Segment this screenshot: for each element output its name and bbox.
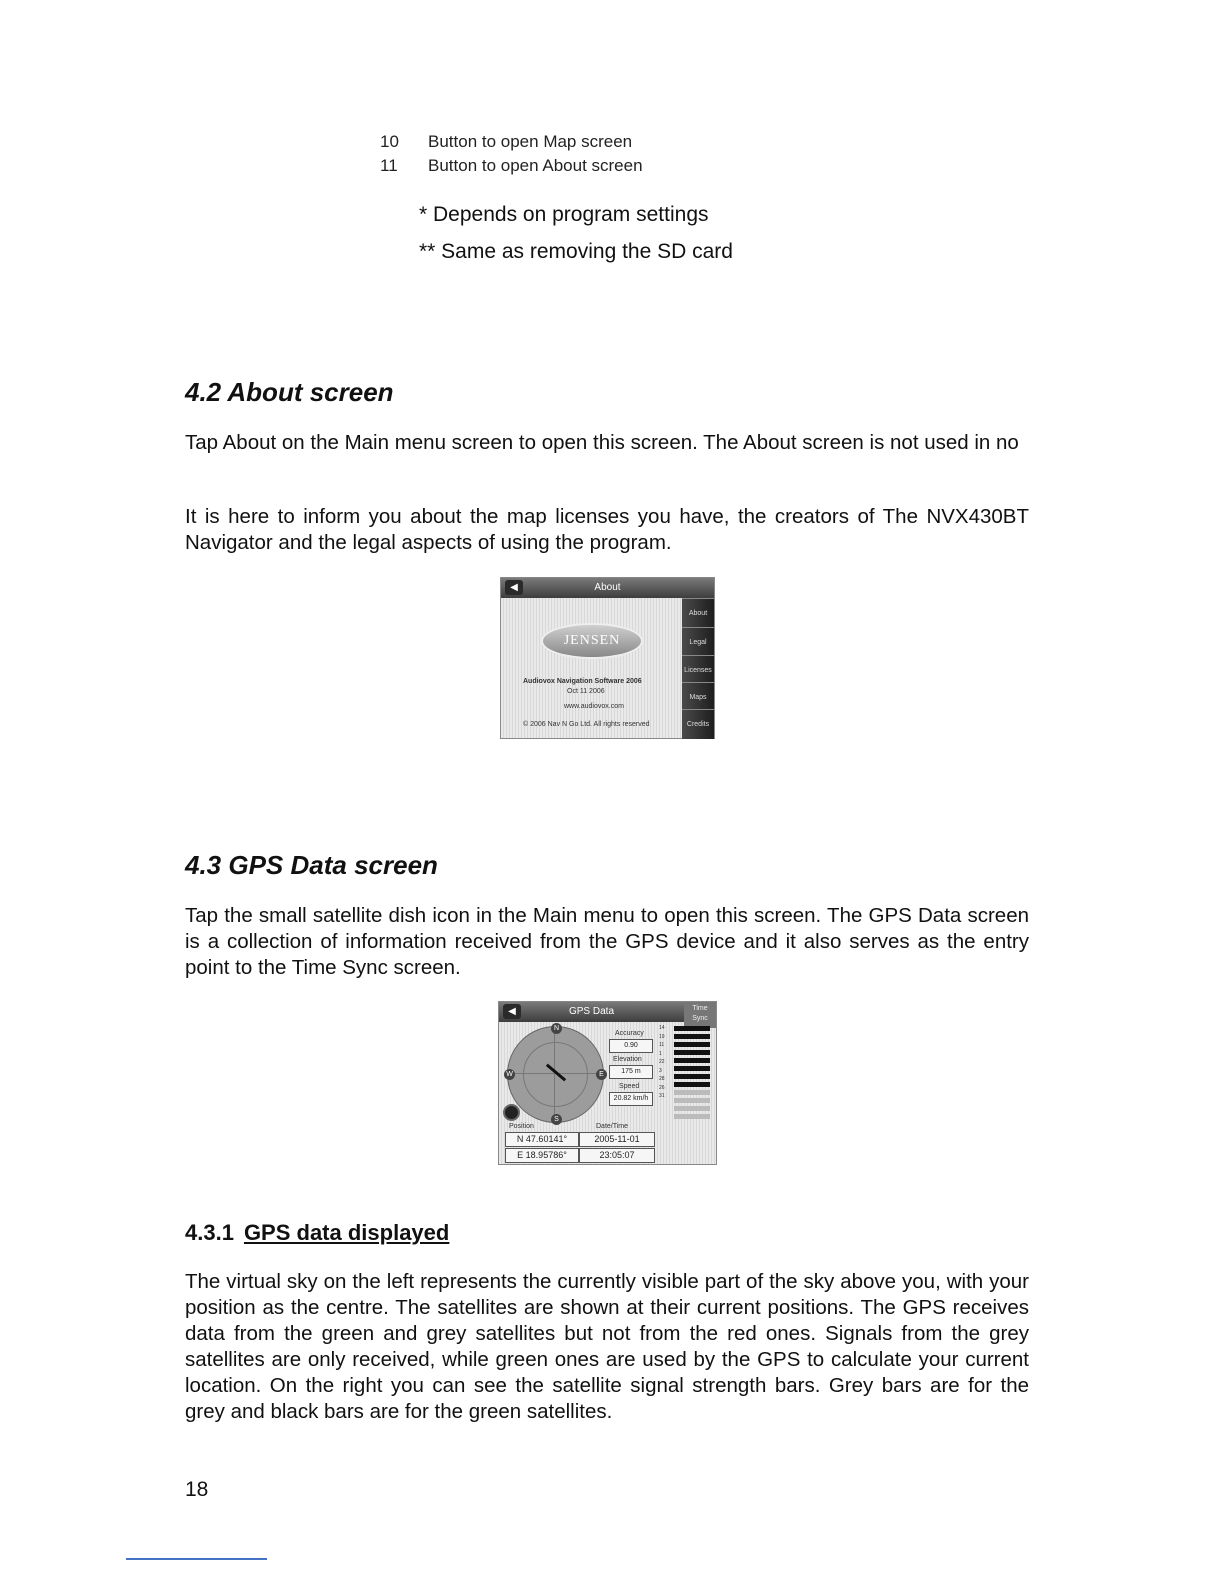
- accuracy-label: Accuracy: [615, 1030, 644, 1037]
- footnote: ** Same as removing the SD card: [419, 240, 733, 263]
- subsection-title: GPS data displayed: [243, 1220, 450, 1245]
- elevation-value: 175 m: [609, 1065, 653, 1079]
- compass-east: E: [596, 1069, 607, 1080]
- signal-bar: [674, 1082, 710, 1087]
- gps-data-screenshot: [498, 1001, 717, 1165]
- accuracy-value: 0.90: [609, 1039, 653, 1053]
- section-heading: 4.3 GPS Data screen: [185, 850, 438, 880]
- speed-value: 20.82 km/h: [609, 1092, 653, 1106]
- screen-title: About: [594, 582, 621, 593]
- signal-bar: [674, 1074, 710, 1079]
- build-date: Oct 11 2006: [567, 688, 605, 695]
- sky-axis: [554, 1027, 555, 1122]
- signal-bar: [674, 1034, 710, 1039]
- legal-button[interactable]: Legal: [682, 627, 714, 657]
- compass-south: S: [551, 1114, 562, 1125]
- footnote: * Depends on program settings: [419, 203, 709, 226]
- signal-bar: [674, 1058, 710, 1063]
- credits-button[interactable]: Credits: [682, 709, 714, 739]
- licenses-button[interactable]: Licenses: [682, 655, 714, 685]
- about-button[interactable]: About: [682, 598, 714, 628]
- list-text: Button to open Map screen: [428, 132, 633, 151]
- signal-bar: [674, 1026, 710, 1031]
- subsection-heading: [185, 1220, 449, 1246]
- datetime-label: Date/Time: [596, 1123, 629, 1130]
- about-screenshot: [500, 577, 715, 739]
- signal-bar: [674, 1050, 710, 1055]
- latitude-value: N 47.60141°: [505, 1132, 579, 1147]
- list-text: Button to open About screen: [428, 156, 643, 175]
- satellite-dish-icon[interactable]: [503, 1104, 520, 1121]
- sat-id: 26: [659, 1084, 665, 1091]
- signal-bar: [674, 1042, 710, 1047]
- sat-id: 19: [659, 1033, 665, 1040]
- paragraph: Tap About on the Main menu screen to open this screen. The About screen is not used in no: [185, 431, 1019, 454]
- screen-title: GPS Data: [568, 1006, 615, 1017]
- list-number: 10: [380, 132, 399, 151]
- elevation-label: Elevation: [613, 1056, 642, 1063]
- signal-bar: [674, 1114, 710, 1119]
- date-value: 2005-11-01: [579, 1132, 655, 1147]
- signal-bar: [674, 1066, 710, 1071]
- back-arrow-icon: ◀: [503, 1004, 521, 1019]
- paragraph: Tap the small satellite dish icon in the Main menu to open this screen. The GPS Data screen is a collection of information received from the GPS device and it also serves as the entry point to the Time Sync screen.: [185, 904, 1029, 979]
- longitude-value: E 18.95786°: [505, 1148, 579, 1163]
- position-label: Position: [509, 1123, 534, 1130]
- sat-id: 31: [659, 1093, 665, 1099]
- paragraph: It is here to inform you about the map licenses you have, the creators of The NVX430BT Navigator and the legal aspects of using the program.: [185, 505, 1029, 554]
- footer-rule: [126, 1558, 267, 1560]
- copyright: © 2006 Nav N Go Ltd. All rights reserved: [523, 721, 650, 728]
- compass-north: N: [551, 1023, 562, 1034]
- subsection-number: 4.3.1: [185, 1220, 234, 1245]
- website-url: www.audiovox.com: [564, 703, 624, 710]
- jensen-logo: JENSEN: [541, 623, 643, 659]
- product-name: Audiovox Navigation Software 2006: [523, 678, 642, 685]
- speed-label: Speed: [619, 1083, 640, 1090]
- sat-id: 1: [659, 1050, 662, 1057]
- back-arrow-icon: ◀: [505, 580, 523, 595]
- time-value: 23:05:07: [579, 1148, 655, 1163]
- compass-west: W: [504, 1069, 515, 1080]
- sat-id: 3: [659, 1067, 662, 1074]
- sat-id: 14: [659, 1025, 665, 1031]
- list-number: 11: [380, 156, 398, 175]
- page-number: 18: [185, 1478, 209, 1501]
- signal-strength-bars: [674, 1026, 712, 1124]
- signal-bar: [674, 1098, 710, 1103]
- paragraph: The virtual sky on the left represents the currently visible part of the sky above you, with your position as the centre. The satellites are shown at their current positions. The GPS receives data from the green and grey satellites but not from the red ones. Signals from the grey satellites are only received, while green ones are used by the GPS to calculate your current location. On the right you can see the satellite signal strength bars. Grey bars are for the grey and black bars are for the green satellites.: [185, 1270, 1029, 1423]
- title-bar: [499, 1002, 684, 1022]
- sat-id: 28: [659, 1076, 665, 1082]
- title-bar: [501, 578, 714, 598]
- sat-id: 22: [659, 1059, 665, 1065]
- virtual-sky: [507, 1026, 604, 1123]
- maps-button[interactable]: Maps: [682, 682, 714, 712]
- sat-id: 11: [659, 1042, 665, 1048]
- list-item: [380, 132, 632, 152]
- satellite-id-column: [659, 1024, 673, 1124]
- section-heading: 4.2 About screen: [185, 377, 394, 407]
- time-sync-button[interactable]: Time Sync: [684, 1002, 716, 1028]
- signal-bar: [674, 1090, 710, 1095]
- signal-bar: [674, 1106, 710, 1111]
- list-item: [380, 156, 643, 176]
